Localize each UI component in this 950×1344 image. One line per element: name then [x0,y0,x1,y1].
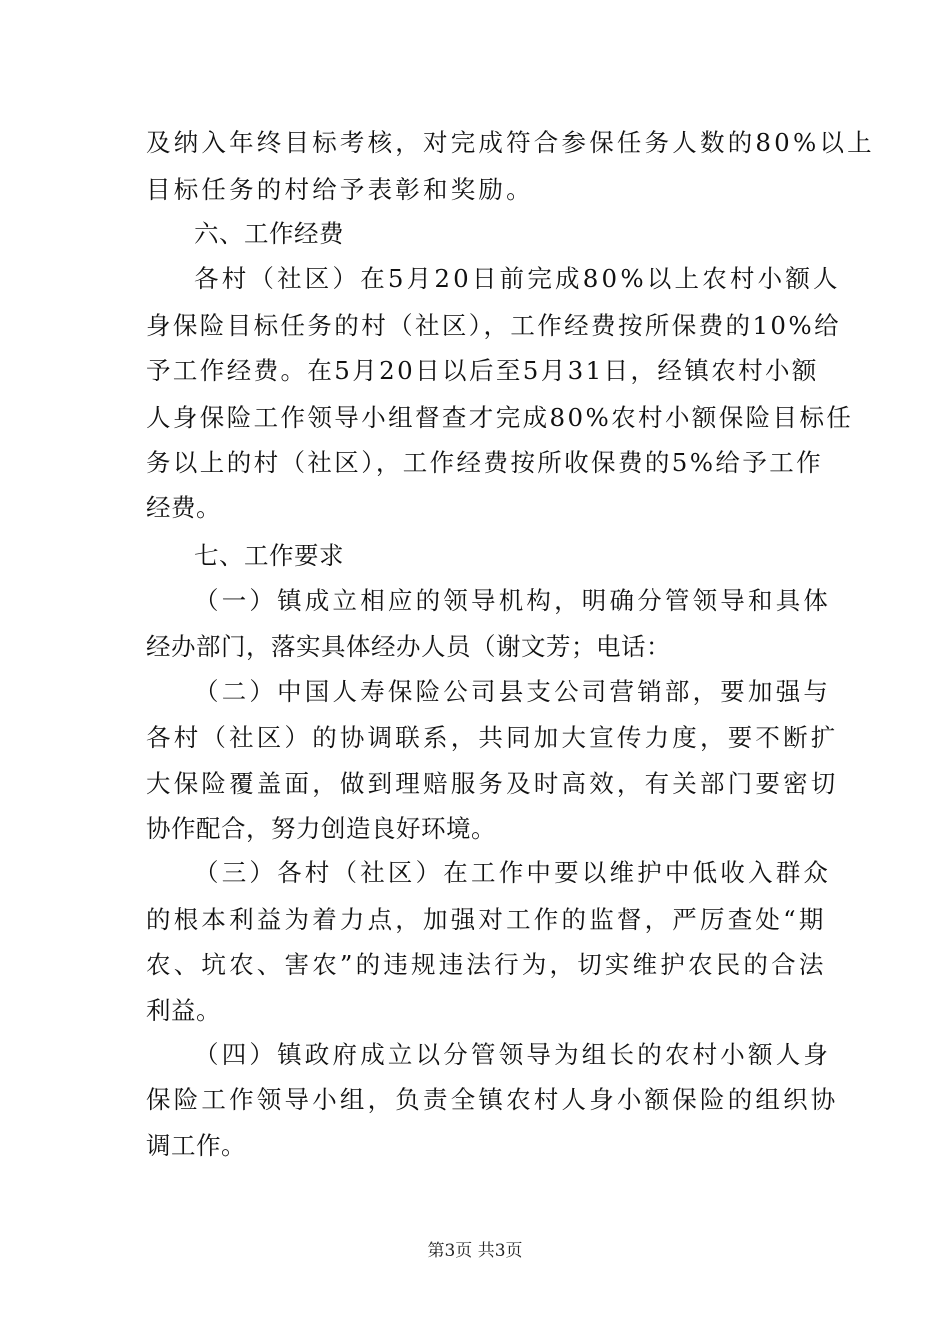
requirement-1-line: （一）镇成立相应的领导机构，明确分管领导和具体 [194,586,832,615]
body-line: 经费。 [146,493,221,522]
requirement-4-line: 保险工作领导小组，负责全镇农村人身小额保险的组织协 [146,1085,839,1114]
requirement-4-line: （四）镇政府成立以分管领导为组长的农村小额人身 [194,1040,832,1069]
body-line: 及纳入年终目标考核，对完成符合参保任务人数的80%以上 [146,128,875,157]
requirement-2-line: 协作配合，努力创造良好环境。 [146,814,496,843]
requirement-2-line: （二）中国人寿保险公司县支公司营销部，要加强与 [194,677,832,706]
body-line: 目标任务的村给予表彰和奖励。 [146,175,534,204]
body-line: 人身保险工作领导小组督查才完成80%农村小额保险目标任 [146,403,854,432]
body-line: 身保险目标任务的村（社区），工作经费按所保费的10%给 [146,311,842,340]
requirement-1-line: 经办部门，落实具体经办人员（谢文芳；电话： [146,632,671,661]
body-line: 予工作经费。在5月20日以后至5月31日，经镇农村小额 [146,356,819,385]
requirement-3-line: 农、坑农、害农”的违规违法行为，切实维护农民的合法 [146,950,827,979]
requirement-2-line: 各村（社区）的协调联系，共同加大宣传力度，要不断扩 [146,723,839,752]
requirement-4-line: 调工作。 [146,1131,246,1160]
body-line: 务以上的村（社区），工作经费按所收保费的5%给予工作 [146,448,824,477]
page-number-footer: 第3页 共3页 [427,1241,523,1261]
requirement-3-line: 的根本利益为着力点，加强对工作的监督，严厉查处“期 [146,905,827,934]
requirement-3-line: 利益。 [146,996,221,1025]
section-heading-requirements: 七、工作要求 [194,541,344,570]
body-line: 各村（社区）在5月20日前完成80%以上农村小额人 [194,264,841,293]
requirement-3-line: （三）各村（社区）在工作中要以维护中低收入群众 [194,858,832,887]
section-heading-funding: 六、工作经费 [194,219,344,248]
requirement-2-line: 大保险覆盖面，做到理赔服务及时高效，有关部门要密切 [146,769,839,798]
